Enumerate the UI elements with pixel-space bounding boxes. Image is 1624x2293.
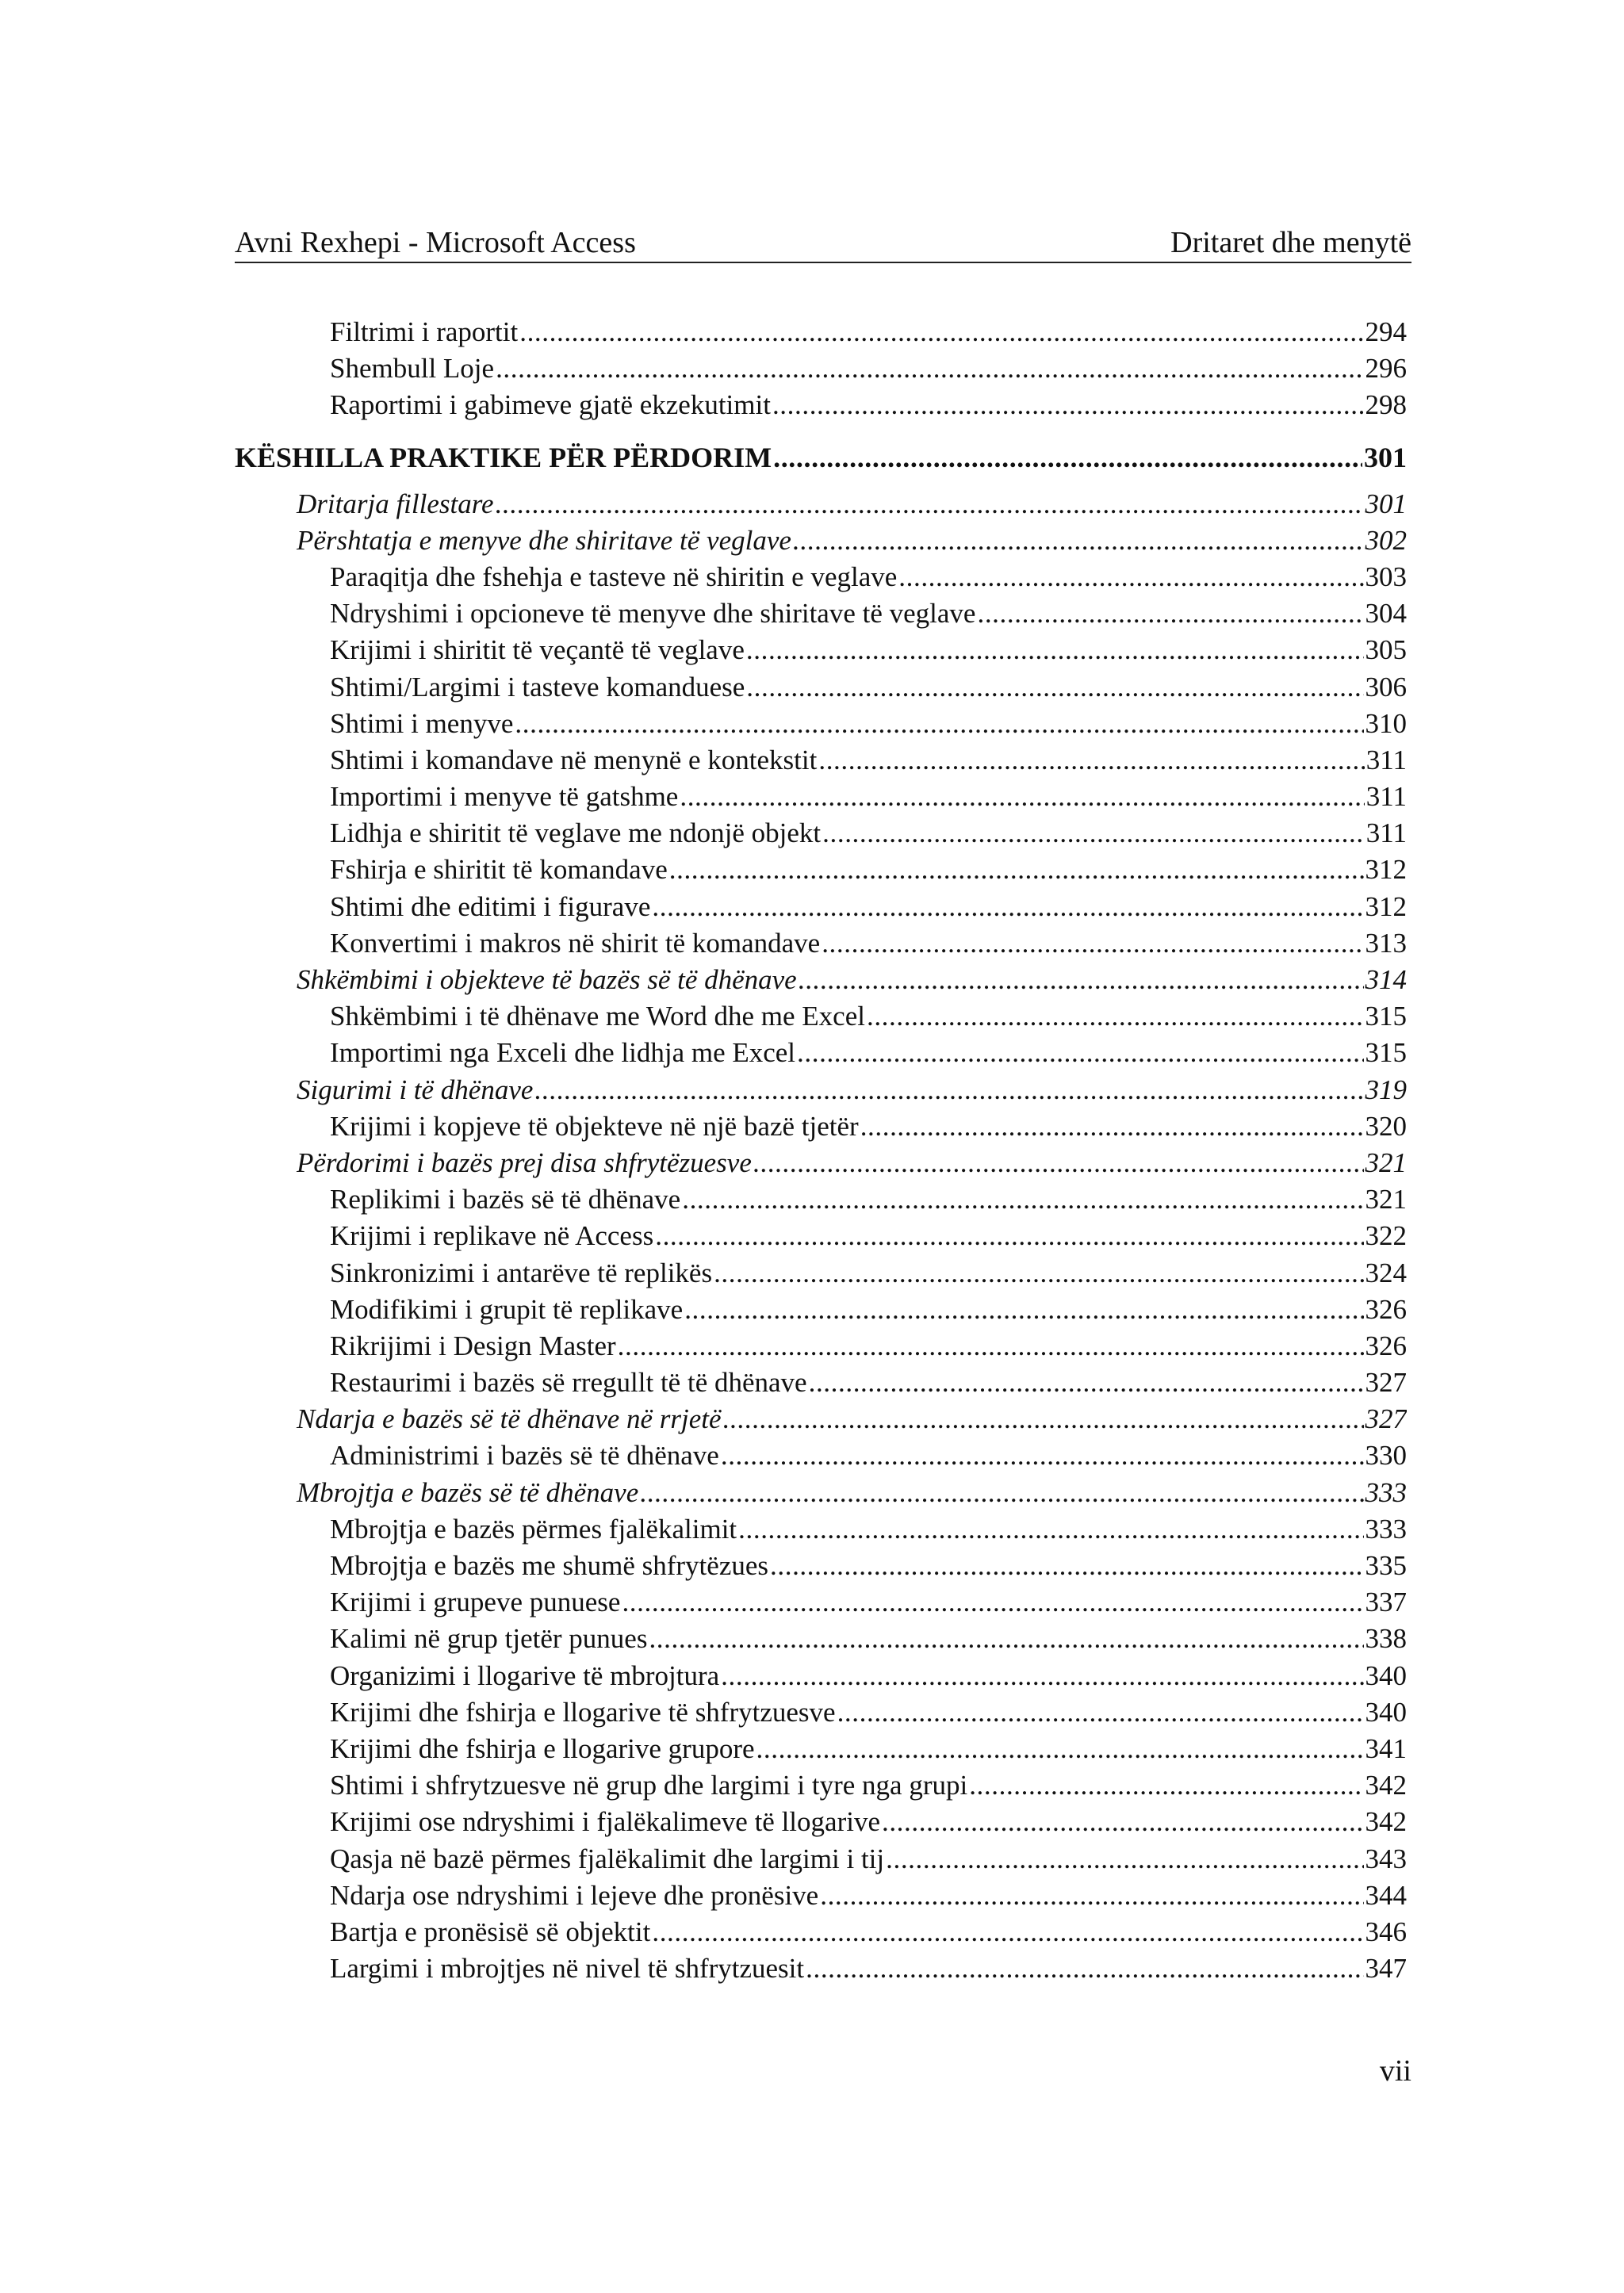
toc-entry-page: 340 <box>1365 1659 1407 1691</box>
toc-entry-title: Shkëmbimi i të dhënave me Word dhe me Excel <box>330 1001 865 1032</box>
toc-entry-page: 330 <box>1365 1440 1407 1472</box>
toc-dot-leader <box>860 1108 1364 1145</box>
toc-entry-page: 346 <box>1365 1916 1407 1947</box>
toc-entry-page: 311 <box>1365 744 1407 775</box>
toc-entry-page: 310 <box>1365 707 1407 739</box>
toc-entry-page: 305 <box>1365 634 1407 666</box>
toc-entry-title: Paraqitja dhe fshehja e tasteve në shiritin e veglave <box>330 561 898 592</box>
toc-entry-title: Krijimi dhe fshirja e llogarive të shfrytzuesve <box>330 1696 836 1728</box>
toc-entry <box>235 962 1407 998</box>
toc-entry-page: 344 <box>1365 1879 1407 1911</box>
toc-dot-leader <box>519 314 1363 350</box>
toc-dot-leader <box>652 1914 1363 1950</box>
toc-dot-leader <box>618 1328 1364 1365</box>
toc-entry-page: 333 <box>1365 1513 1407 1545</box>
toc-entry-title: Krijimi i replikave në Access <box>330 1220 654 1252</box>
toc-entry <box>235 779 1407 815</box>
toc-dot-leader <box>534 1072 1363 1108</box>
toc-entry-page: 298 <box>1365 389 1407 421</box>
toc-entry-title: Shkëmbimi i objekteve të bazës së të dhënave <box>297 964 797 995</box>
toc-entry-title: Shtimi i shfrytzuesve në grup dhe largimi i tyre nga grupi <box>330 1770 968 1801</box>
toc-entry <box>235 350 1407 387</box>
toc-entry-title: Përdorimi i bazës prej disa shfrytëzuesve <box>297 1146 752 1178</box>
toc-entry <box>235 889 1407 925</box>
toc-entry <box>235 559 1407 595</box>
toc-dot-leader <box>898 559 1363 595</box>
toc-entry-title: Modifikimi i grupit të replikave <box>330 1293 684 1325</box>
toc-dot-leader <box>886 1841 1363 1878</box>
toc-entry-page: 347 <box>1365 1953 1407 1985</box>
toc-entry <box>235 1841 1407 1878</box>
toc-dot-leader <box>822 815 1365 852</box>
toc-entry-title: Filtrimi i raportit <box>330 316 519 347</box>
toc-entry-title: Importimi nga Exceli dhe lidhja me Excel <box>330 1037 796 1069</box>
toc-dot-leader <box>797 1035 1363 1071</box>
toc-entry-page: 340 <box>1365 1696 1407 1728</box>
toc-dot-leader <box>773 429 1362 486</box>
toc-dot-leader <box>837 1694 1364 1731</box>
toc-dot-leader <box>738 1511 1363 1548</box>
toc-dot-leader <box>714 1255 1363 1292</box>
toc-dot-leader <box>756 1731 1364 1767</box>
toc-entry-title: Mbrojtja e bazës së të dhënave <box>297 1476 639 1508</box>
toc-entry-title: Rikrijimi i Design Master <box>330 1330 616 1361</box>
header-author-title: Avni Rexhepi - Microsoft Access <box>235 226 636 259</box>
toc-entry-page: 304 <box>1365 598 1407 630</box>
toc-entry <box>235 387 1407 423</box>
toc-entry-page: 313 <box>1365 927 1407 959</box>
toc-entry <box>235 1035 1407 1071</box>
toc-entry-page: 337 <box>1365 1587 1407 1618</box>
toc-entry-title: Përshtatja e menyve dhe shiritave të veglave <box>297 524 791 556</box>
toc-entry-page: 333 <box>1365 1476 1407 1508</box>
toc-entry <box>235 523 1407 559</box>
toc-dot-leader <box>496 350 1363 387</box>
toc-entry-page: 311 <box>1365 781 1407 813</box>
toc-entry-page: 338 <box>1365 1623 1407 1655</box>
toc-dot-leader <box>746 669 1363 706</box>
toc-entry-title: Krijimi i shiritit të veçantë të veglave <box>330 634 745 666</box>
toc-entry-title: Shembull Loje <box>330 353 495 385</box>
toc-entry-page: 324 <box>1365 1257 1407 1288</box>
table-of-contents <box>235 314 1407 1987</box>
toc-entry <box>235 1145 1407 1181</box>
toc-entry <box>235 1767 1407 1804</box>
toc-entry <box>235 1218 1407 1254</box>
toc-entry <box>235 1072 1407 1108</box>
toc-dot-leader <box>723 1401 1364 1437</box>
toc-dot-leader <box>721 1658 1363 1694</box>
toc-entry-title: Ndarja e bazës së të dhënave në rrjetë <box>297 1403 722 1435</box>
toc-entry-page: 343 <box>1365 1843 1407 1874</box>
toc-entry-title: Konvertimi i makros në shirit të komandave <box>330 927 821 959</box>
toc-entry-page: 326 <box>1365 1330 1407 1361</box>
toc-dot-leader <box>680 779 1364 815</box>
toc-entry <box>235 1108 1407 1145</box>
toc-entry-title: Shtimi/Largimi i tasteve komanduese <box>330 671 745 702</box>
toc-entry <box>235 1181 1407 1218</box>
toc-entry-title: Shtimi i menyve <box>330 707 514 739</box>
toc-entry-title: Mbrojtja e bazës përmes fjalëkalimit <box>330 1513 737 1545</box>
toc-entry-page: 327 <box>1365 1367 1407 1399</box>
toc-dot-leader <box>809 1365 1364 1401</box>
toc-entry-title: Krijimi i kopjeve të objekteve në një bazë tjetër <box>330 1110 859 1142</box>
toc-entry-title: Qasja në bazë përmes fjalëkalimit dhe largimi i tij <box>330 1843 885 1874</box>
toc-entry-page: 327 <box>1365 1403 1407 1435</box>
toc-entry <box>235 1475 1407 1511</box>
toc-entry <box>235 1731 1407 1767</box>
toc-dot-leader <box>969 1767 1363 1804</box>
toc-entry-title: Sigurimi i të dhënave <box>297 1074 534 1105</box>
toc-entry-title: Kalimi në grup tjetër punues <box>330 1623 648 1655</box>
toc-entry-page: 296 <box>1365 353 1407 385</box>
toc-dot-leader <box>772 387 1364 423</box>
toc-entry-page: 321 <box>1365 1184 1407 1215</box>
toc-entry-title: Restaurimi i bazës së rregullt të të dhënave <box>330 1367 807 1399</box>
toc-dot-leader <box>770 1548 1363 1584</box>
toc-entry-page: 341 <box>1365 1732 1407 1764</box>
toc-entry-page: 315 <box>1365 1001 1407 1032</box>
toc-entry <box>235 1365 1407 1401</box>
toc-entry <box>235 815 1407 852</box>
toc-entry <box>235 1694 1407 1731</box>
toc-entry <box>235 1804 1407 1840</box>
toc-entry <box>235 1511 1407 1548</box>
toc-dot-leader <box>793 523 1364 559</box>
toc-entry-title: Largimi i mbrojtjes në nivel të shfrytzuesit <box>330 1953 805 1985</box>
toc-dot-leader <box>799 962 1364 998</box>
toc-entry-title: Organizimi i llogarive të mbrojtura <box>330 1659 720 1691</box>
toc-entry <box>235 1621 1407 1657</box>
toc-entry <box>235 1914 1407 1950</box>
toc-entry-page: 311 <box>1365 817 1407 849</box>
toc-entry <box>235 1548 1407 1584</box>
toc-entry <box>235 669 1407 706</box>
toc-entry <box>235 595 1407 632</box>
toc-dot-leader <box>515 706 1363 742</box>
toc-entry-title: Administrimi i bazës së të dhënave <box>330 1440 719 1472</box>
toc-entry-title: Dritarja fillestare <box>297 488 494 519</box>
toc-dot-leader <box>622 1584 1363 1621</box>
toc-dot-leader <box>682 1181 1363 1218</box>
toc-entry-page: 319 <box>1365 1074 1407 1105</box>
toc-entry-page: 312 <box>1365 890 1407 922</box>
toc-dot-leader <box>640 1475 1363 1511</box>
toc-entry <box>235 424 1407 486</box>
toc-dot-leader <box>818 742 1364 779</box>
toc-dot-leader <box>867 998 1364 1035</box>
toc-entry <box>235 1584 1407 1621</box>
toc-entry <box>235 706 1407 742</box>
toc-entry-page: 302 <box>1365 524 1407 556</box>
toc-entry-page: 342 <box>1365 1806 1407 1838</box>
toc-entry <box>235 1292 1407 1328</box>
toc-entry-page: 301 <box>1364 441 1407 473</box>
toc-entry <box>235 1401 1407 1437</box>
toc-dot-leader <box>496 486 1364 523</box>
toc-entry-page: 322 <box>1365 1220 1407 1252</box>
toc-entry-title: Importimi i menyve të gatshme <box>330 781 679 813</box>
toc-entry <box>235 1437 1407 1474</box>
toc-dot-leader <box>721 1437 1364 1474</box>
toc-dot-leader <box>649 1621 1363 1657</box>
toc-entry-page: 301 <box>1365 488 1407 519</box>
toc-entry-title: Krijimi ose ndryshimi i fjalëkalimeve të llogarive <box>330 1806 880 1838</box>
toc-entry-title: KËSHILLA PRAKTIKE PËR PËRDORIM <box>235 441 772 473</box>
toc-entry-title: Bartja e pronësisë së objektit <box>330 1916 651 1947</box>
toc-entry-title: Lidhja e shiritit të veglave me ndonjë objekt <box>330 817 822 849</box>
toc-dot-leader <box>822 925 1363 962</box>
running-header <box>235 222 1411 263</box>
toc-dot-leader <box>882 1804 1364 1840</box>
toc-entry-page: 303 <box>1365 561 1407 592</box>
toc-entry-title: Sinkronizimi i antarëve të replikës <box>330 1257 713 1288</box>
toc-dot-leader <box>655 1218 1363 1254</box>
toc-dot-leader <box>746 632 1364 668</box>
toc-entry-page: 326 <box>1365 1293 1407 1325</box>
toc-entry-title: Shtimi dhe editimi i figurave <box>330 890 651 922</box>
toc-dot-leader <box>806 1950 1363 1987</box>
toc-dot-leader <box>820 1878 1363 1914</box>
toc-dot-leader <box>652 889 1363 925</box>
page-number: vii <box>1379 2054 1411 2088</box>
toc-entry <box>235 1950 1407 1987</box>
toc-entry <box>235 925 1407 962</box>
toc-dot-leader <box>753 1145 1364 1181</box>
toc-entry <box>235 1878 1407 1914</box>
toc-entry <box>235 1658 1407 1694</box>
toc-entry-page: 294 <box>1365 316 1407 347</box>
toc-entry-title: Shtimi i komandave në menynë e kontekstit <box>330 744 818 775</box>
toc-entry-title: Replikimi i bazës së të dhënave <box>330 1184 681 1215</box>
toc-entry-page: 314 <box>1365 964 1407 995</box>
toc-entry-page: 312 <box>1365 854 1407 886</box>
toc-entry <box>235 632 1407 668</box>
toc-entry <box>235 852 1407 888</box>
toc-entry <box>235 998 1407 1035</box>
toc-entry-page: 335 <box>1365 1550 1407 1581</box>
toc-entry <box>235 1255 1407 1292</box>
toc-dot-leader <box>684 1292 1363 1328</box>
toc-entry-title: Krijimi i grupeve punuese <box>330 1587 621 1618</box>
toc-entry-page: 342 <box>1365 1770 1407 1801</box>
toc-entry <box>235 314 1407 350</box>
toc-entry-page: 315 <box>1365 1037 1407 1069</box>
header-chapter-title: Dritaret dhe menytë <box>1170 226 1411 259</box>
toc-entry-title: Krijimi dhe fshirja e llogarive grupore <box>330 1732 755 1764</box>
toc-dot-leader <box>977 595 1363 632</box>
toc-entry-page: 321 <box>1365 1146 1407 1178</box>
toc-entry-title: Ndryshimi i opcioneve të menyve dhe shiritave të veglave <box>330 598 976 630</box>
toc-entry <box>235 1328 1407 1365</box>
toc-entry <box>235 742 1407 779</box>
toc-entry-title: Mbrojtja e bazës me shumë shfrytëzues <box>330 1550 769 1581</box>
toc-entry-page: 306 <box>1365 671 1407 702</box>
toc-entry <box>235 486 1407 523</box>
toc-entry-title: Fshirja e shiritit të komandave <box>330 854 668 886</box>
toc-entry-title: Raportimi i gabimeve gjatë ekzekutimit <box>330 389 771 421</box>
toc-entry-title: Ndarja ose ndryshimi i lejeve dhe pronësive <box>330 1879 819 1911</box>
toc-dot-leader <box>669 852 1364 888</box>
toc-entry-page: 320 <box>1365 1110 1407 1142</box>
